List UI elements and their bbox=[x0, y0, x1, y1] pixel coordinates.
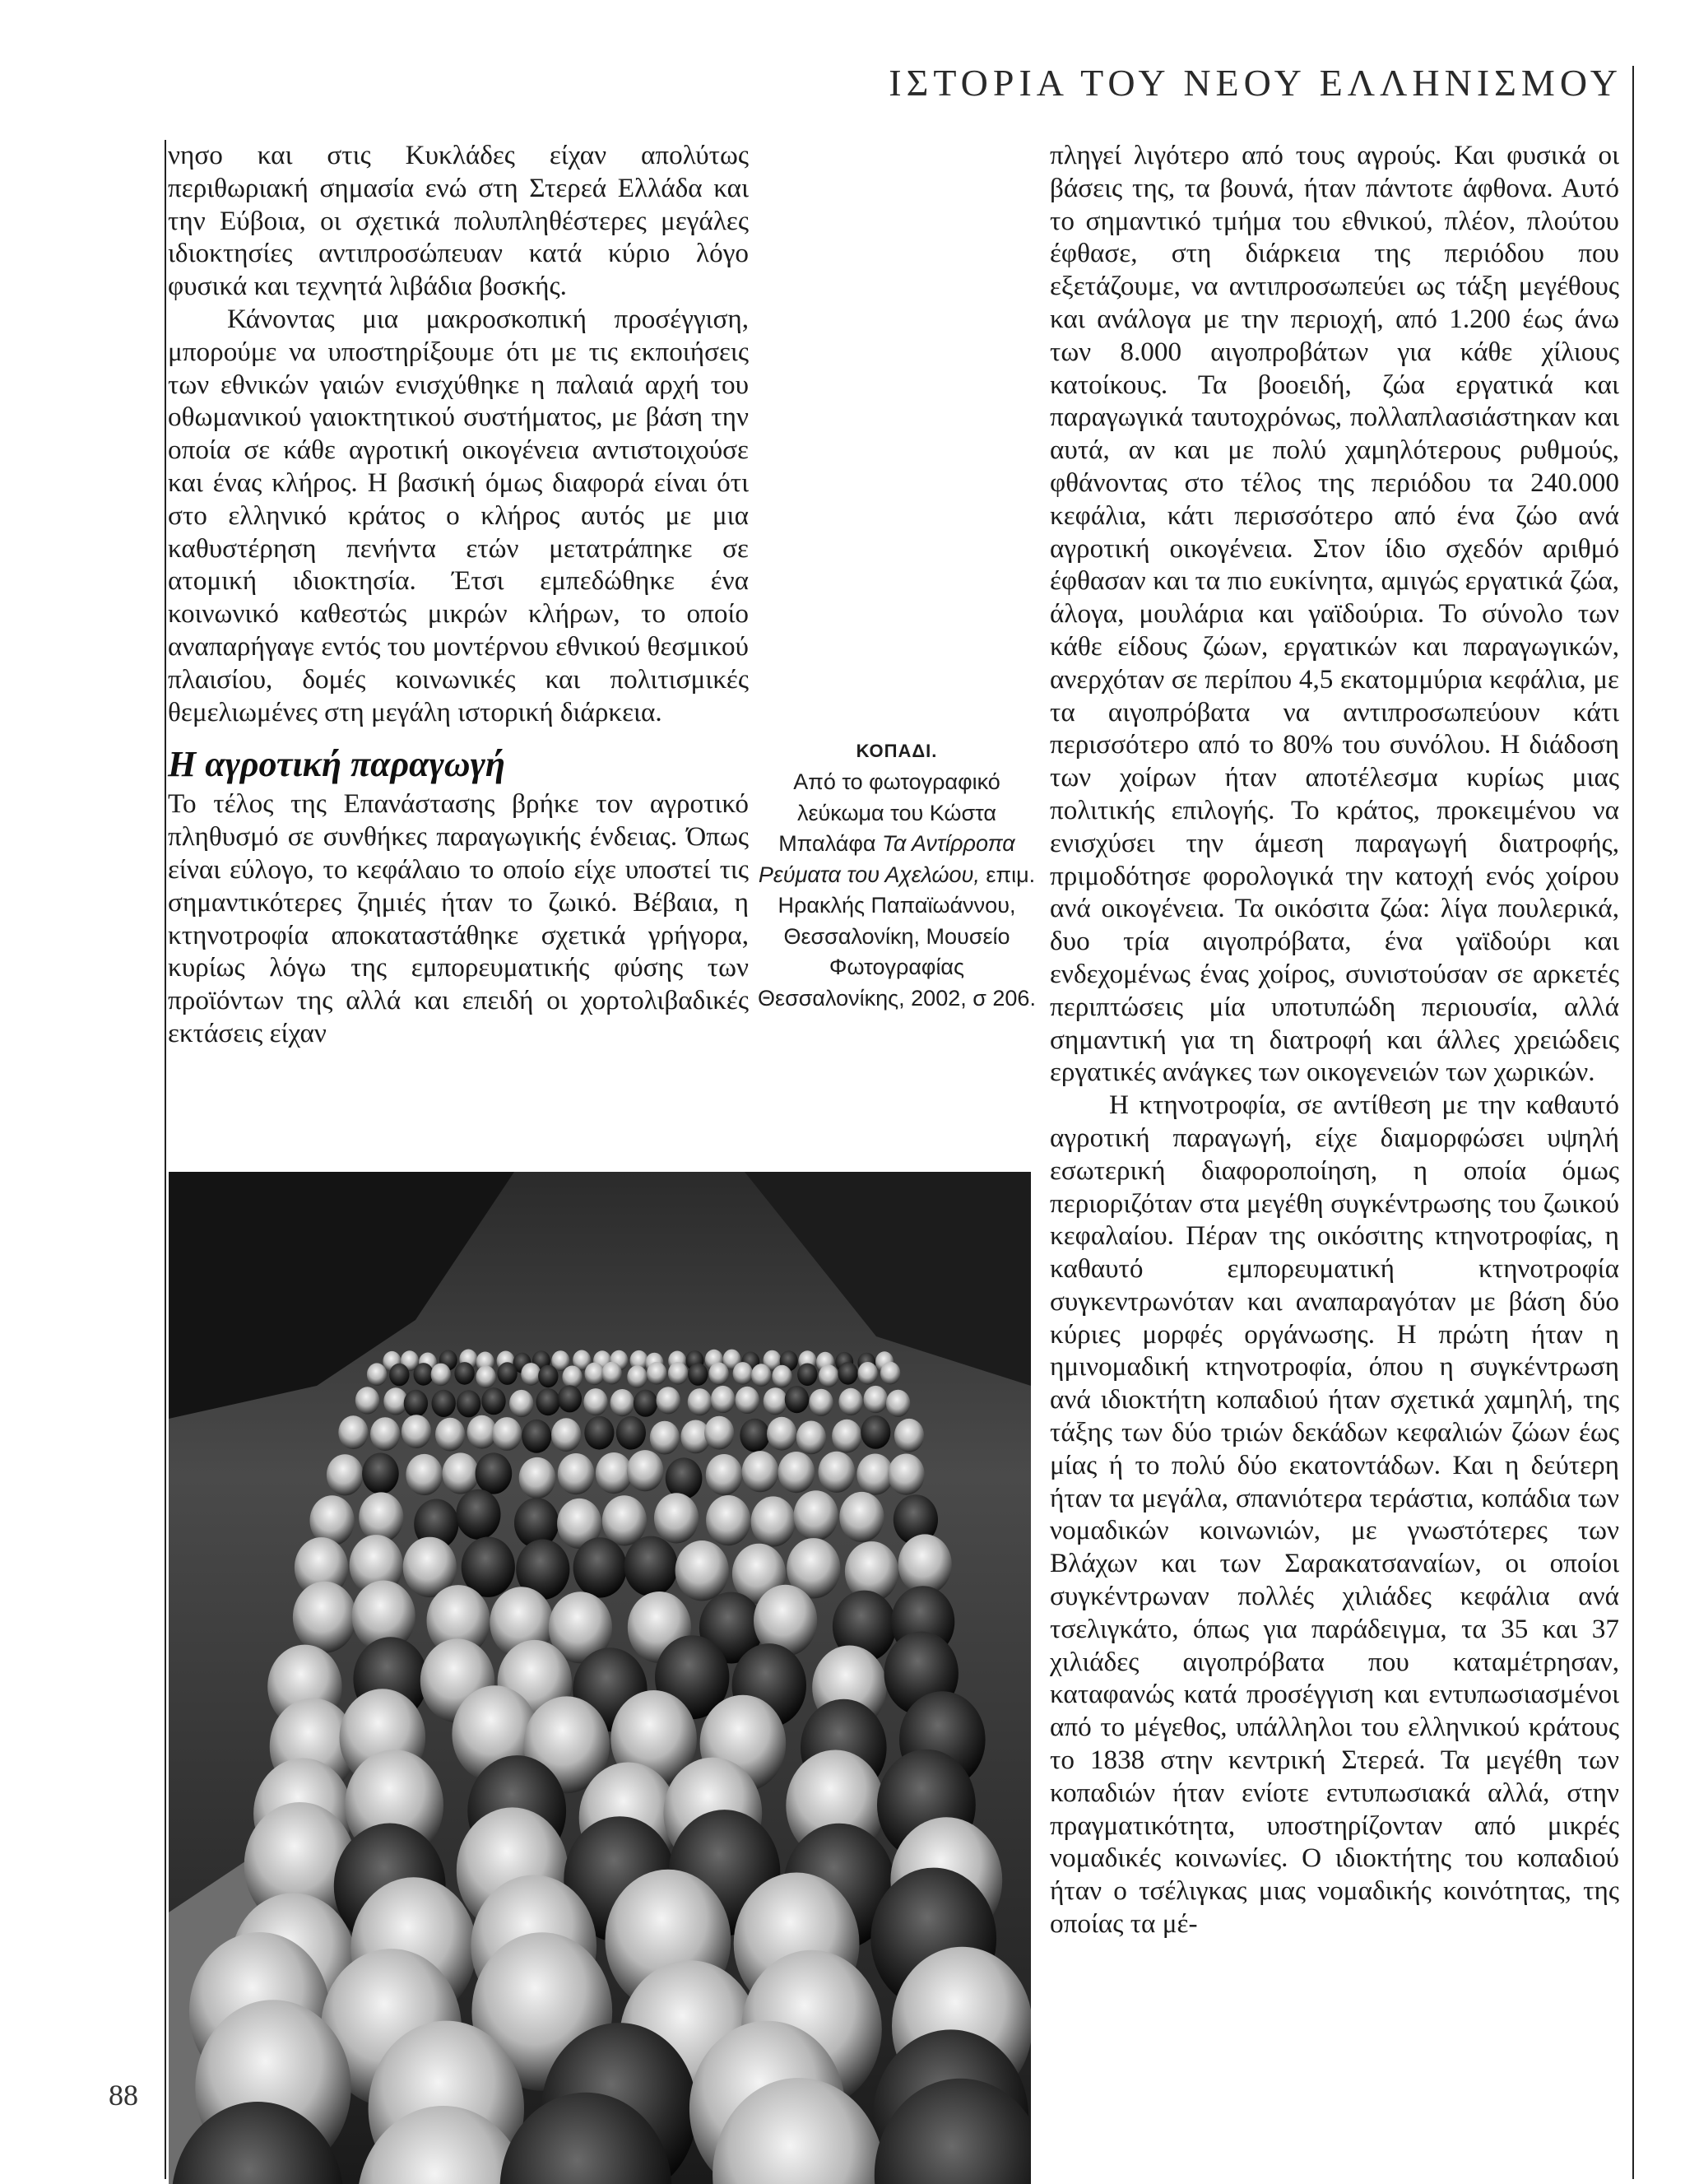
sheep-shape bbox=[839, 1492, 884, 1542]
sheep-shape bbox=[880, 1362, 900, 1385]
paragraph: πληγεί λιγότερο από τους αγρούς. Και φυσικά οι βάσεις της, τα βουνά, ήταν πάντοτε άφθονα. Αυτό το σημαντικό τμήμα του εθνικού, πλέον, πλούτου έφθασε, στη διάρκεια της περιόδου που εξετάζουμε, να αντιπροσωπεύει ως τάξη μεγέθους και ανάλογα με την περιοχή, από 1.200 έως άνω των 8.000 αιγοπροβάτων για κάθε χίλιους κατοίκους. Τα βοοειδή, ζώα εργατικά και παραγωγικά ταυτοχρόνως, πολλαπλασιάστηκαν και αυτά, αν και με πολύ χαμηλότερους ρυθμούς, φθάνοντας στο τέλος της περιόδου τα 240.000 κεφάλια, κάτι περισσότερο από ένα ζώο ανά αγροτική οικογένεια. Στον ίδιο σχεδόν αριθμό έφθασαν και τα πιο ευκίνητα, αμιγώς εργατικά ζώα, άλογα, μουλάρια και γαϊδούρια. Το σύνολο των κάθε είδους ζώων, εργατικών και παραγωγικών, ανερχόταν σε περίπου 4,5 εκατομμύρια κεφάλια, με τα αιγοπρόβατα να αντιπροσωπεύουν κάτι περισσότερο από το 80% του συνόλου. Η διάδοση των χοίρων ήταν αποτέλεσμα κυρίως μιας πολιτικής επιλογής. Το κράτος, προκειμένου να ενισχύσει την άμεση παραγωγή διατροφής, πριμοδότησε φορολογικά την κατοχή ενός χοίρου ανά οικογένεια. Τα οικόσιτα ζώα: λίγα πουλερικά, δυο τρία αιγοπρόβατα, ένα γαϊδούρι και ενδεχομένως ένας χοίρος, συνιστούσαν σε αρκετές περιπτώσεις μία υποτυπώδη περιουσία, αλλά σημαντική για τη διατροφή και άλλες χρειώδεις εργατικές ανάγκες των οικογενειών των χωρικών. bbox=[1050, 140, 1619, 1088]
sheep-shape bbox=[657, 1387, 680, 1414]
sheep-shape bbox=[370, 1417, 400, 1451]
sheep-shape bbox=[888, 1454, 925, 1495]
sheep-shape bbox=[797, 1364, 817, 1387]
sheep-shape bbox=[602, 1495, 647, 1545]
sheep-shape bbox=[476, 1452, 513, 1494]
sheep-shape bbox=[668, 1362, 688, 1385]
flock-of-sheep-photo bbox=[169, 1172, 1031, 2184]
page-number: 88 bbox=[109, 2079, 138, 2112]
sheep-shape bbox=[794, 1490, 838, 1540]
right-column bbox=[1050, 139, 1619, 1940]
sheep-shape bbox=[832, 1420, 861, 1453]
sheep-shape bbox=[688, 1363, 708, 1386]
sheep-shape bbox=[616, 1416, 646, 1450]
sheep-shape bbox=[858, 1362, 878, 1385]
sheep-shape bbox=[861, 1415, 890, 1449]
sheep-shape bbox=[898, 1534, 952, 1594]
sheep-shape bbox=[521, 1363, 541, 1386]
sheep-shape bbox=[796, 1421, 826, 1455]
sheep-shape bbox=[585, 1363, 605, 1386]
paragraph: Κάνοντας μια μακροσκοπική προσέγγιση, μπορούμε να υποστηρίξουμε ότι με τις εκποιήσεις των εθνικών γαιών ενισχύθηκε η παλαιά αρχή του οθωμανικού γαιοκτητικού συστήματος, με βάση την οποία σε κάθε αγροτική οικογένεια αντιστοιχούσε και ένας κλήρος. Η βασική όμως διαφορά είναι ότι στο ελληνικό κράτος ο κλήρος αυτός με μια καθυστέρηση πενήντα ετών μετατράπηκε σε ατομική ιδιοκτησία. Έτσι εμπεδώθηκε ένα κοινωνικό καθεστώς μικρών κλήρων, το οποίο αναπαρήγαγε εντός του μοντέρνου εθνικού θεσμικού πλαισίου, δομές κοινωνικές και πολιτισμικές θεμελιωμένες στη μεγάλη ιστορική διάρκεια. bbox=[168, 303, 749, 727]
sheep-shape bbox=[627, 1365, 647, 1388]
sheep-shape bbox=[688, 1388, 712, 1415]
sheep-shape bbox=[751, 1496, 796, 1546]
sheep-shape bbox=[536, 1388, 559, 1415]
sheep-shape bbox=[819, 1364, 838, 1387]
sheep-shape bbox=[886, 1390, 910, 1417]
sheep-shape bbox=[596, 1452, 633, 1494]
sheep-shape bbox=[601, 1362, 621, 1385]
sheep-shape bbox=[558, 1453, 595, 1494]
sheep-shape bbox=[497, 1362, 517, 1385]
sheep-shape bbox=[785, 1386, 809, 1413]
photo-caption bbox=[757, 739, 1037, 1014]
sheep-shape bbox=[778, 1452, 815, 1493]
sheep-shape bbox=[476, 1366, 495, 1389]
sheep-shape bbox=[573, 1537, 627, 1597]
right-margin-rule bbox=[1632, 66, 1634, 2179]
sheep-shape bbox=[538, 1365, 558, 1388]
sheep-shape bbox=[522, 1420, 551, 1453]
sheep-shape bbox=[654, 1493, 699, 1543]
sheep-shape bbox=[519, 1457, 556, 1499]
sheep-shape bbox=[647, 1362, 666, 1385]
sheep-shape bbox=[736, 1387, 759, 1414]
left-margin-rule bbox=[165, 140, 166, 2179]
sheep-shape bbox=[864, 1386, 888, 1413]
sheep-shape bbox=[634, 1390, 657, 1417]
sheep-shape bbox=[704, 1416, 734, 1450]
sheep-shape bbox=[558, 1385, 582, 1412]
sheep-shape bbox=[551, 1418, 581, 1452]
sheep-shape bbox=[362, 1453, 399, 1494]
sheep-shape bbox=[492, 1417, 522, 1451]
sheep-shape bbox=[456, 1489, 500, 1540]
sheep-shape bbox=[443, 1452, 480, 1494]
sheep-shape bbox=[624, 1536, 678, 1596]
sheep-shape bbox=[359, 1492, 403, 1542]
section-heading: Η αγροτική παραγωγή bbox=[168, 744, 506, 785]
caption-book-title: Τα Αντίρροπα Ρεύματα του Αχελώου, bbox=[758, 831, 1015, 887]
sheep-shape bbox=[733, 1362, 753, 1385]
sheep-shape bbox=[406, 1454, 443, 1495]
sheep-shape bbox=[708, 1363, 728, 1386]
paragraph: Η κτηνοτροφία, σε αντίθεση με την καθαυτό αγροτική παραγωγή, είχε διαμορφώσει υψηλή εσωτερική διαφοροποίηση, η οποία όμως περιοριζόταν στα μεγέθη συγκέντρωσης του ζωικού κεφαλαίου. Πέραν της οικόσιτης κτηνοτροφίας, η καθαυτό εμπορευματική κτηνοτροφία συγκεντρωνόταν και αναπαραγόταν με βάση δύο κύριες μορφές οργάνωσης. Η πρώτη ήταν η ημινομαδική κτηνοτροφία, όπου η συγκέντρωση ανά ιδιοκτήτη κοπαδιού ήταν σχετικά χαμηλή, της τάξης των δύο τριών δεκάδων κεφαλιών ζώων έως μίας ή το πολύ δύο εκατοντάδων. Και η δεύτερη ήταν τα μεγάλα, σπανιότερα τεράστια, κοπάδια των νομαδικών κοινωνιών, με γνωστότερες των Βλάχων και των Σαρακατσαναίων, οι οποίοι συγκέντρωναν πολλές χιλιάδες κεφάλια ανά τσελιγκάτο, όπως για παράδειγμα, τα 35 και 37 χιλιάδες αιγοπρόβατα που καταμέτρησαν, καταφανώς κατά προσέγγιση και εντυπωσιασμένοι από το μέγεθος, υπάλληλοι του ελληνικού κράτους το 1838 στην κεντρική Στερεά. Τα μεγέθη των κοπαδιών ήταν ενίοτε εντυπωσιακά αλλά, στην πραγματικότητα, υποστηρίζονταν από μικρές νομαδικές κοινωνίες. Ο ιδιοκτήτης του κοπαδιού ήταν ο τσέλιγκας μιας νομαδικής κοινότητας, της οποίας τα μέ- bbox=[1050, 1090, 1619, 1940]
sheep-shape bbox=[454, 1362, 474, 1385]
sheep-shape bbox=[838, 1388, 862, 1415]
sheep-shape bbox=[457, 1390, 480, 1417]
sheep-shape bbox=[338, 1415, 368, 1449]
sheep-shape bbox=[819, 1452, 856, 1493]
sheep-shape bbox=[894, 1419, 924, 1452]
sheep-shape bbox=[809, 1389, 833, 1416]
left-column bbox=[168, 139, 749, 1050]
caption-title: ΚΟΠΑΔΙ. bbox=[856, 741, 938, 761]
sheep-shape bbox=[293, 1582, 356, 1653]
paragraph: νησο και στις Κυκλάδες είχαν απολύτως περιθωριακή σημασία ενώ στη Στερεά Ελλάδα και την Εύβοια, οι σχετικά πολυπληθέστερες μεγάλες ιδιοκτησίες αντιπροσώπευαν κατά κύριο λόγο φυσικά και τεχνητά λιβάδια βοσκής. bbox=[168, 140, 749, 302]
sheep-shape bbox=[740, 1419, 769, 1452]
sheep-shape bbox=[706, 1495, 750, 1545]
sheep-shape bbox=[404, 1390, 428, 1417]
sheep-shape bbox=[389, 1364, 409, 1387]
sheep-shape bbox=[675, 1540, 729, 1601]
sheep-shape bbox=[562, 1366, 582, 1389]
sheep-shape bbox=[432, 1390, 456, 1417]
sheep-shape bbox=[751, 1364, 771, 1387]
caption-text: Από το φωτογραφικό λεύκωμα του Κώστα Μπαλάφα bbox=[778, 769, 1000, 856]
sheep-shape bbox=[402, 1415, 431, 1448]
sheep-shape bbox=[355, 1387, 379, 1414]
sheep-shape bbox=[764, 1387, 787, 1415]
running-header: ΙΣΤΟΡΙΑ ΤΟΥ ΝΕΟΥ ΕΛΛΗΝΙΣΜΟΥ bbox=[889, 62, 1622, 104]
sheep-shape bbox=[435, 1418, 465, 1452]
sheep-shape bbox=[706, 1454, 743, 1495]
paragraph: Το τέλος της Επανάστασης βρήκε τον αγροτικό πληθυσμό σε συνθήκες παραγωγικής ένδειας. Όπως είναι εύλογο, το κεφάλαιο το οποίο είχε υποστεί τις σημαντικότερες ζημιές ήταν το ζωικό. Βέβαια, η κτηνοτροφία αποκαταστάθηκε σχετικά γρήγορα, κυρίως λόγω της εμπορευματικής φύσης των προϊόντων της αλλά και επειδή οι χορτολιβαδικές εκτάσεις είχαν bbox=[168, 788, 749, 1048]
sheep-shape bbox=[481, 1387, 505, 1415]
sheep-shape bbox=[627, 1450, 664, 1491]
sheep-shape bbox=[431, 1364, 451, 1387]
caption-text: επιμ. Ηρακλής Παπαϊωάννου, Θεσσαλονίκη, Μουσείο Φωτογραφίας Θεσσαλονίκης, 2002, σ 206. bbox=[758, 862, 1036, 1011]
sheep-shape bbox=[327, 1454, 364, 1495]
sheep-shape bbox=[772, 1365, 791, 1388]
sheep-shape bbox=[509, 1390, 533, 1417]
sheep-shape bbox=[584, 1416, 614, 1450]
sheep-shape bbox=[367, 1363, 387, 1386]
sheep-shape bbox=[583, 1388, 607, 1415]
sheep-shape bbox=[742, 1451, 779, 1492]
sheep-shape bbox=[414, 1363, 434, 1386]
sheep-shape bbox=[711, 1386, 735, 1413]
sheep-shape bbox=[650, 1421, 680, 1455]
sheep-shape bbox=[838, 1362, 857, 1385]
sheep-shape bbox=[767, 1417, 796, 1451]
sheep-shape bbox=[666, 1457, 703, 1499]
sheep-shape bbox=[610, 1389, 634, 1416]
